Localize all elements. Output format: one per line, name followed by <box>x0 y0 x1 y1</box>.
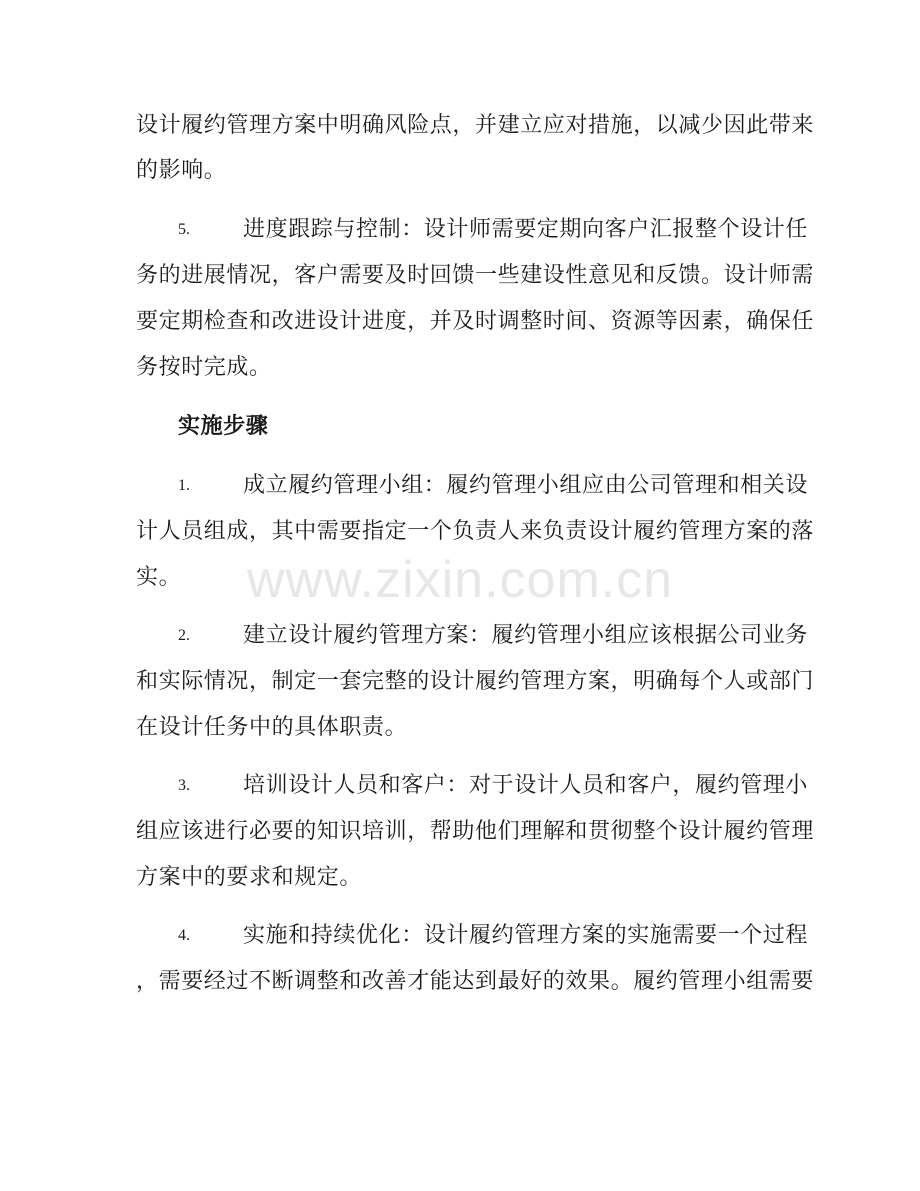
step2-line-2: 和实际情况，制定一套完整的设计履约管理方案，明确每个人或部门 <box>136 669 815 694</box>
item5-line-4: 务按时完成。 <box>136 355 272 380</box>
step2-line-3: 在设计任务中的具体职责。 <box>136 715 408 740</box>
step3-line-2: 组应该进行必要的知识培训，帮助他们理解和贯彻整个设计履约管理 <box>136 819 815 844</box>
item5-number: 5. <box>178 221 190 238</box>
step4-number: 4. <box>178 927 190 944</box>
step2-line-1: 建立设计履约管理方案：履约管理小组应该根据公司业务 <box>243 623 809 648</box>
step1-line-3: 实。 <box>136 565 182 590</box>
step4-line-1: 实施和持续优化：设计履约管理方案的实施需要一个过程 <box>243 923 809 948</box>
step1-number: 1. <box>178 477 190 494</box>
watermark: www.zixin.com.cn <box>246 551 674 609</box>
intro-line-1: 设计履约管理方案中明确风险点，并建立应对措施，以减少因此带来 <box>136 113 815 138</box>
step1-line-1: 成立履约管理小组：履约管理小组应由公司管理和相关设 <box>243 473 809 498</box>
intro-line-2: 的影响。 <box>136 158 227 183</box>
item5-line-1: 进度跟踪与控制：设计师需要定期向客户汇报整个设计任 <box>243 217 809 242</box>
step3-number: 3. <box>178 777 190 794</box>
step3-line-3: 方案中的要求和规定。 <box>136 865 363 890</box>
item5-line-2: 务的进展情况，客户需要及时回馈一些建设性意见和反馈。设计师需 <box>136 263 815 288</box>
step2-number: 2. <box>178 627 190 644</box>
step3-line-1: 培训设计人员和客户：对于设计人员和客户，履约管理小 <box>243 773 809 798</box>
section-heading: 实施步骤 <box>178 413 269 439</box>
item5-line-3: 要定期检查和改进设计进度，并及时调整时间、资源等因素，确保任 <box>136 309 815 334</box>
step4-line-2: ，需要经过不断调整和改善才能达到最好的效果。履约管理小组需要 <box>136 969 815 994</box>
step1-line-2: 计人员组成，其中需要指定一个负责人来负责设计履约管理方案的落 <box>136 519 815 544</box>
